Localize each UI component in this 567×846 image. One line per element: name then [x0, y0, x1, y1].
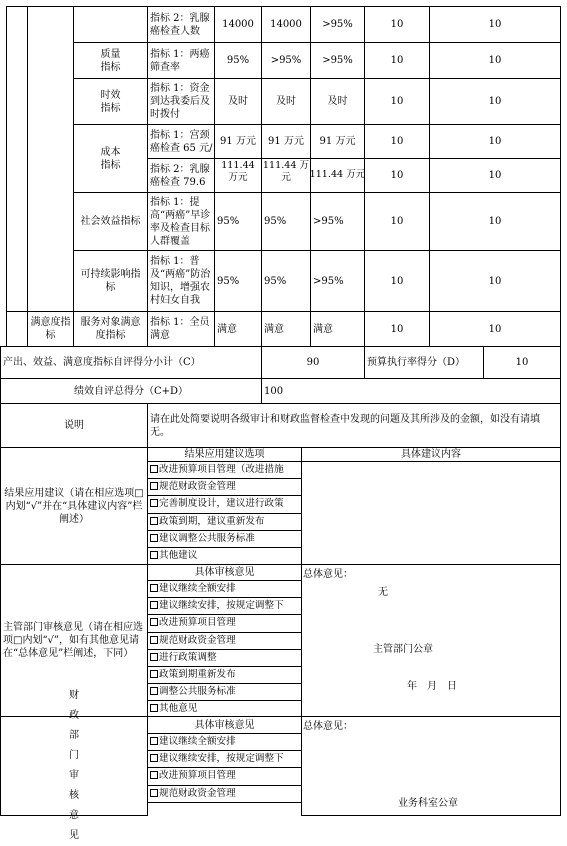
- dept-option[interactable]: 建议继续全额安排: [147, 581, 302, 598]
- score: 10: [429, 124, 561, 159]
- category-satisfaction: 满意度指标: [27, 311, 74, 347]
- notes-text: 请在此处简要说明各级审计和财政监督检查中发现的问题及其所涉及的金额，如没有请填无。: [147, 403, 561, 448]
- checkbox-icon[interactable]: [150, 534, 158, 542]
- target-value: 14000: [214, 6, 262, 43]
- score: 10: [429, 42, 561, 79]
- finance-option[interactable]: 建议继续安排，按规定调整下: [147, 751, 302, 768]
- results-content-cell: [301, 461, 561, 565]
- checkbox-icon[interactable]: [150, 636, 158, 644]
- checkbox-icon[interactable]: [150, 499, 158, 507]
- blank-category-cell-2: [27, 6, 74, 312]
- level2-sustainability: 可持续影响指标: [73, 250, 148, 312]
- standard-value: 及时: [310, 78, 365, 125]
- indicator-name: 指标 1：宫颈癌检查 65 元/: [147, 124, 215, 159]
- indicator-name: 指标 2：乳腺癌检查人数: [147, 6, 215, 43]
- results-label: 结果应用建议（请在相应选项□内划“√”并在“具体建议内容”栏阐述）: [0, 447, 148, 565]
- score: 10: [429, 78, 561, 125]
- actual-value: 满意: [261, 311, 311, 347]
- results-option[interactable]: 规范财政资金管理: [147, 479, 302, 496]
- level2-cost: 成本指标: [73, 124, 148, 193]
- actual-value: 14000: [261, 6, 311, 43]
- weight: 10: [364, 311, 430, 347]
- standard-value: >95%: [310, 250, 365, 312]
- results-options-list: [147, 461, 302, 565]
- score: 10: [429, 311, 561, 347]
- total-value: 100: [261, 378, 561, 404]
- dept-overall-value: 无: [378, 587, 388, 598]
- results-option[interactable]: 政策到期，建议重新发布: [147, 514, 302, 531]
- checkbox-icon[interactable]: [150, 687, 158, 695]
- weight: 10: [364, 124, 430, 159]
- checkbox-icon[interactable]: [150, 754, 158, 762]
- dept-option[interactable]: 进行政策调整: [147, 650, 302, 667]
- checkbox-icon[interactable]: [150, 482, 158, 490]
- checkbox-icon[interactable]: [150, 704, 158, 712]
- standard-value: 111.44 万元: [310, 158, 365, 193]
- score: 10: [429, 192, 561, 251]
- dept-option[interactable]: 规范财政资金管理: [147, 633, 302, 650]
- indicator-name: 指标 2：乳腺癌检查 79.6: [147, 158, 215, 193]
- weight: 10: [364, 42, 430, 79]
- budget-execution-label: 预算执行率得分（D）: [364, 346, 484, 379]
- checkbox-icon[interactable]: [150, 601, 158, 609]
- target-value: 及时: [214, 78, 262, 125]
- finance-options-list: [147, 733, 302, 803]
- results-option[interactable]: 改进预算项目管理（改进措施: [147, 462, 302, 479]
- results-option[interactable]: 完善制度设计，建议进行政策: [147, 496, 302, 513]
- finance-option[interactable]: 规范财政资金管理: [147, 786, 302, 803]
- indicator-name: 指标 1：全员满意: [147, 311, 215, 347]
- results-option[interactable]: 其他建议: [147, 548, 302, 565]
- finance-review-label: 财政部门审核意见: [0, 716, 148, 816]
- actual-value: 91 万元: [261, 124, 311, 159]
- finance-stamp: 业务科室公章: [398, 798, 458, 809]
- checkbox-icon[interactable]: [150, 737, 158, 745]
- dept-option[interactable]: 改进预算项目管理: [147, 615, 302, 632]
- score: 10: [429, 158, 561, 193]
- indicator-name: 指标 1：普及“两癌”防治知识，增强农村妇女自我: [147, 250, 215, 312]
- target-value: 111.44 万元: [214, 158, 262, 193]
- dept-overall-label: 总体意见：: [303, 569, 353, 580]
- finance-overall-label: 总体意见：: [303, 721, 353, 732]
- dept-date: 年 月 日: [407, 681, 457, 692]
- checkbox-icon[interactable]: [150, 789, 158, 797]
- actual-value: 及时: [261, 78, 311, 125]
- standard-value: >95%: [310, 42, 365, 79]
- results-content-header: 具体建议内容: [301, 447, 561, 462]
- score: 10: [429, 250, 561, 312]
- results-options-header: 结果应用建议选项: [147, 447, 302, 462]
- level2-social-benefit: 社会效益指标: [73, 192, 148, 251]
- weight: 10: [364, 6, 430, 43]
- weight: 10: [364, 78, 430, 125]
- blank-category-cell: [6, 6, 28, 312]
- actual-value: 95%: [261, 192, 311, 251]
- target-value: 满意: [214, 311, 262, 347]
- dept-overall-cell: [301, 564, 561, 717]
- dept-options-header: 具体审核意见: [147, 564, 302, 581]
- weight: 10: [364, 158, 430, 193]
- indicator-name: 指标 1：提高“两癌”早诊率及检查目标人群覆盖: [147, 192, 215, 251]
- actual-value: 95%: [261, 250, 311, 312]
- checkbox-icon[interactable]: [150, 653, 158, 661]
- weight: 10: [364, 192, 430, 251]
- standard-value: 满意: [310, 311, 365, 347]
- checkbox-icon[interactable]: [150, 551, 158, 559]
- level2-timeliness: 时效指标: [73, 78, 148, 125]
- blank-category-cell-3: [6, 311, 28, 347]
- total-label: 绩效自评总得分（C+D）: [0, 378, 262, 404]
- checkbox-icon[interactable]: [150, 584, 158, 592]
- checkbox-icon[interactable]: [150, 465, 158, 473]
- score: 10: [429, 6, 561, 43]
- standard-value: >95%: [310, 6, 365, 43]
- finance-options-header: 具体审核意见: [147, 716, 302, 734]
- dept-option[interactable]: 建议继续安排，按规定调整下: [147, 598, 302, 615]
- actual-value: 111.44 万元: [261, 158, 311, 193]
- dept-option[interactable]: 其他意见: [147, 701, 302, 717]
- dept-option[interactable]: 政策到期重新发布: [147, 667, 302, 684]
- indicator-name: 指标 1：资金到达我委后及时拨付: [147, 78, 215, 125]
- subtotal-label: 产出、效益、满意度指标自评得分小计（C）: [0, 346, 262, 379]
- finance-option[interactable]: 建议继续全额安排: [147, 734, 302, 751]
- standard-value: >95%: [310, 192, 365, 251]
- dept-options-list: [147, 580, 302, 717]
- target-value: 95%: [214, 250, 262, 312]
- indicator-name: 指标 1：两癌筛查率: [147, 42, 215, 79]
- finance-option[interactable]: 改进预算项目管理: [147, 768, 302, 785]
- level2-blank: [73, 6, 148, 43]
- checkbox-icon[interactable]: [150, 771, 158, 779]
- dept-stamp: 主管部门公章: [373, 644, 433, 655]
- standard-value: 91 万元: [310, 124, 365, 159]
- subtotal-value: 90: [261, 346, 365, 379]
- actual-value: >95%: [261, 42, 311, 79]
- target-value: 91 万元: [214, 124, 262, 159]
- budget-execution-value: 10: [483, 346, 561, 379]
- weight: 10: [364, 250, 430, 312]
- target-value: 95%: [214, 42, 262, 79]
- checkbox-icon[interactable]: [150, 618, 158, 626]
- dept-option[interactable]: 调整公共服务标准: [147, 684, 302, 701]
- level2-quality: 质量指标: [73, 42, 148, 79]
- dept-review-label: 主管部门审核意见（请在相应选项□内划“√”，如有其他意见请在“总体意见”栏阐述，下同）: [0, 564, 148, 717]
- results-option[interactable]: 建议调整公共服务标准: [147, 531, 302, 548]
- level2-service-satisfaction: 服务对象满意度指标: [73, 311, 148, 347]
- notes-label: 说明: [0, 403, 148, 448]
- target-value: 95%: [214, 192, 262, 251]
- checkbox-icon[interactable]: [150, 670, 158, 678]
- checkbox-icon[interactable]: [150, 517, 158, 525]
